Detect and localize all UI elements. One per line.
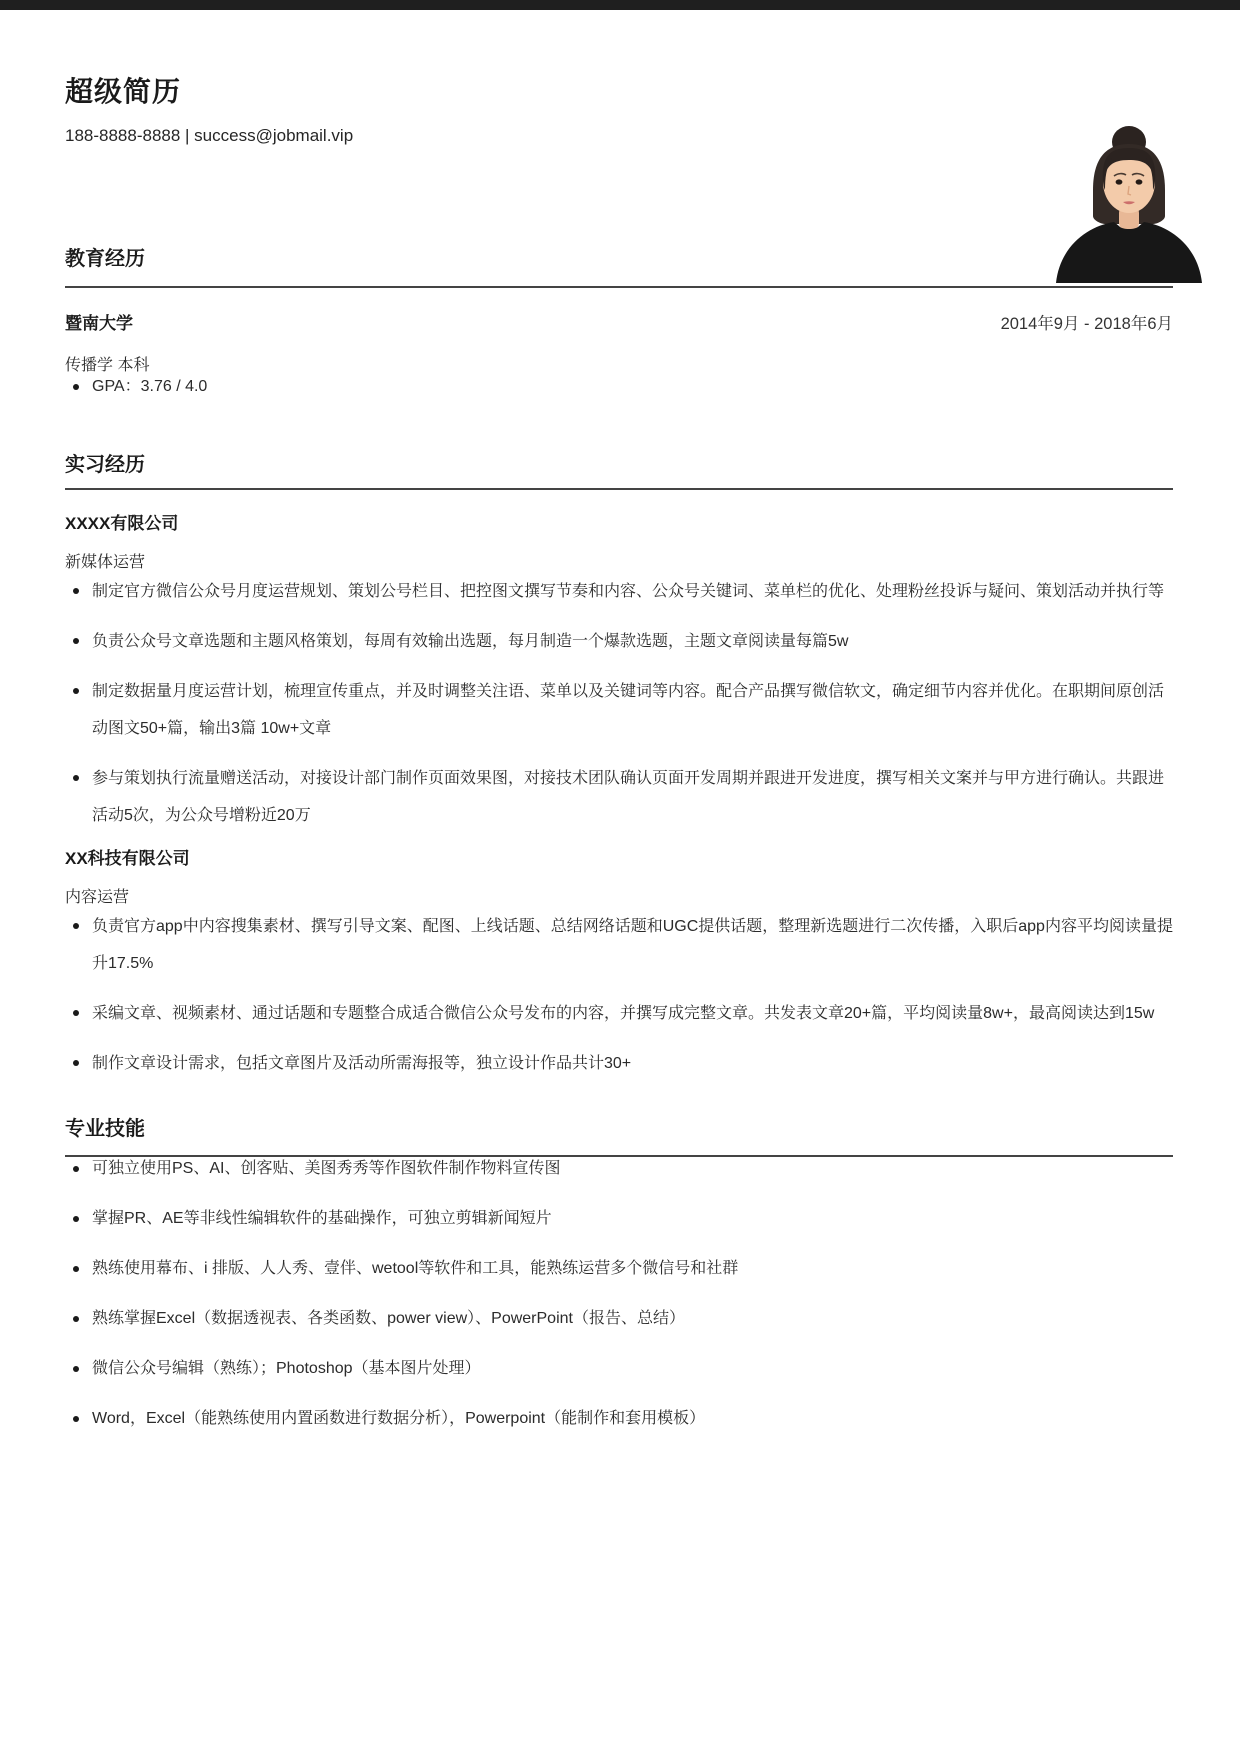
experience-bullet: 制定官方微信公众号月度运营规划、策划公号栏目、把控图文撰写节奏和内容、公众号关键词、菜单栏的优化、处理粉丝投诉与疑问、策划活动并执行等 bbox=[65, 573, 1173, 610]
job-role: 新媒体运营 bbox=[65, 554, 146, 571]
skill-bullet: 微信公众号编辑（熟练）；Photoshop（基本图片处理） bbox=[65, 1357, 1173, 1381]
section-title-education: 教育经历 bbox=[65, 246, 1173, 288]
experience-bullet: 采编文章、视频素材、通过话题和专题整合成适合微信公众号发布的内容，并撰写成完整文章。共发表文章20+篇，平均阅读量8w+，最高阅读达到15w bbox=[65, 995, 1173, 1032]
job-role: 内容运营 bbox=[65, 889, 130, 906]
skill-bullet: Word，Excel（能熟练使用内置函数进行数据分析），Powerpoint（能制作和套用模板） bbox=[65, 1407, 1173, 1431]
skill-bullet: 可独立使用PS、AI、创客贴、美图秀秀等作图软件制作物料宣传图 bbox=[65, 1157, 1173, 1181]
page-top-accent-bar bbox=[0, 0, 1240, 10]
profile-photo bbox=[1048, 120, 1216, 283]
portrait-illustration bbox=[1048, 120, 1216, 283]
resume-header bbox=[65, 75, 1173, 147]
company-block-1 bbox=[65, 512, 1173, 834]
section-internship bbox=[65, 452, 1173, 1082]
skill-bullet: 掌握PR、AE等非线性编辑软件的基础操作，可独立剪辑新闻短片 bbox=[65, 1207, 1173, 1231]
education-entry bbox=[65, 312, 1173, 336]
experience-bullet: 制作文章设计需求，包括文章图片及活动所需海报等，独立设计作品共计30+ bbox=[65, 1045, 1173, 1082]
experience-bullet: 负责官方app中内容搜集素材、撰写引导文案、配图、上线话题、总结网络话题和UGC提供话题，整理新选题进行二次传播，入职后app内容平均阅读量提升17.5% bbox=[65, 908, 1173, 982]
company-name: XX科技有限公司 bbox=[65, 849, 190, 868]
skill-bullet: 熟练使用幕布、i 排版、人人秀、壹伴、wetool等软件和工具，能熟练运营多个微信号和社群 bbox=[65, 1257, 1173, 1281]
section-education bbox=[65, 246, 1173, 398]
school-name: 暨南大学 bbox=[65, 314, 133, 333]
skill-bullet: 熟练掌握Excel（数据透视表、各类函数、power view）、PowerPoint（报告、总结） bbox=[65, 1307, 1173, 1331]
gpa-bullet: GPA：3.76 / 4.0 bbox=[65, 376, 1173, 398]
page-title: 超级简历 bbox=[65, 76, 182, 107]
company-name: XXXX有限公司 bbox=[65, 514, 179, 533]
skills-bullet-list bbox=[65, 1157, 1173, 1431]
experience-bullet: 负责公众号文章选题和主题风格策划，每周有效输出选题，每月制造一个爆款选题，主题文章阅读量每篇5w bbox=[65, 623, 1173, 660]
experience-bullet-list bbox=[65, 908, 1173, 1082]
education-date-range: 2014年9月 - 2018年6月 bbox=[1000, 315, 1173, 333]
experience-bullet: 参与策划执行流量赠送活动，对接设计部门制作页面效果图，对接技术团队确认页面开发周期并跟进开发进度，撰写相关文案并与甲方进行确认。共跟进活动5次，为公众号增粉近20万 bbox=[65, 760, 1173, 834]
section-title-skills: 专业技能 bbox=[65, 1116, 1173, 1157]
experience-bullet: 制定数据量月度运营计划，梳理宣传重点，并及时调整关注语、菜单以及关键词等内容。配合产品撰写微信软文，确定细节内容并优化。在职期间原创活动图文50+篇，输出3篇 10w+文章 bbox=[65, 673, 1173, 747]
section-title-internship: 实习经历 bbox=[65, 452, 1173, 490]
section-skills bbox=[65, 1116, 1173, 1431]
degree-major: 传播学 本科 bbox=[65, 357, 150, 374]
company-block-2 bbox=[65, 847, 1173, 1082]
resume-page bbox=[0, 75, 1240, 1431]
experience-bullet-list bbox=[65, 573, 1173, 834]
contact-info: 188-8888-8888 | success@jobmail.vip bbox=[65, 126, 354, 145]
education-bullet-list bbox=[65, 376, 1173, 398]
